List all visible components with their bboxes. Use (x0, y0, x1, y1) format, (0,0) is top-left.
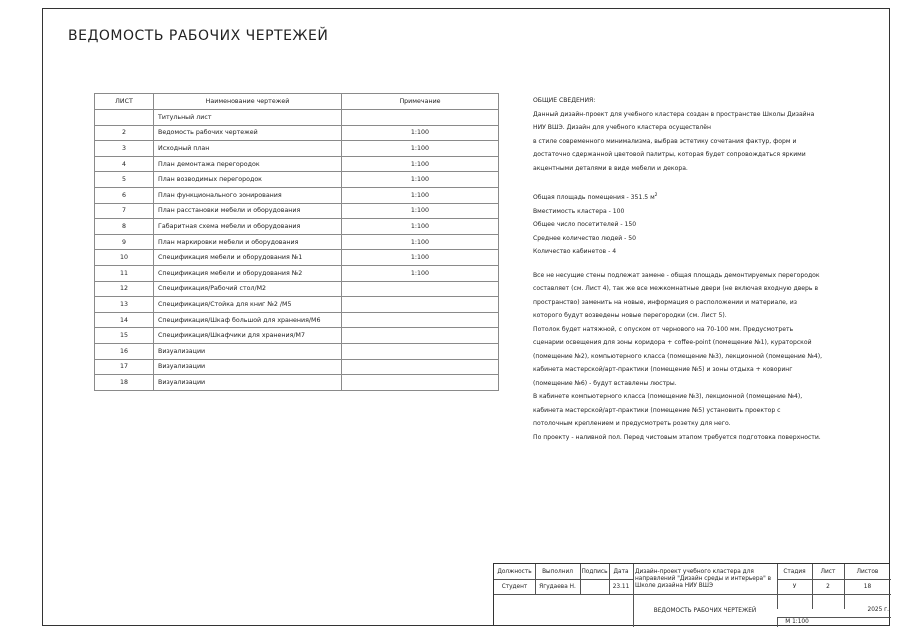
info-line: (помещение №2), компьютерного класса (помещение №3), лекционной (помещение №4), (533, 352, 823, 360)
table-row (95, 343, 499, 359)
sheet-number-cell: 5 (95, 172, 154, 188)
info-line: сценарии освещения для зоны коридора + coffee-point (помещение №1), кураторской (533, 339, 812, 347)
stamp-drawing-title: ВЕДОМОСТЬ РАБОЧИХ ЧЕРТЕЖЕЙ (653, 607, 757, 614)
area-line (533, 189, 853, 205)
stamp-header-date: Дата (613, 568, 629, 575)
area-sup: 2 (654, 193, 658, 198)
sheet-number-cell: 7 (95, 203, 154, 219)
info-line: кабинета мастерской/арт-практики (помещение №5) и зоны отдыха + коворинг (533, 366, 793, 374)
info-heading: ОБЩИЕ СВЕДЕНИЯ: (533, 97, 596, 104)
stamp-sheet: 2 (826, 583, 830, 590)
table-row (95, 110, 499, 126)
info-line: В кабинете компьютерного класса (помещение №3), лекционной (помещение №4), (533, 393, 803, 401)
stamp-header-performed: Выполнил (542, 568, 573, 575)
drawing-name-cell: Спецификация/Рабочий стол/М2 (154, 281, 342, 297)
note-cell: 1:100 (342, 203, 499, 219)
table-header-row (95, 94, 499, 110)
stat-line: Общее число посетителей - 150 (533, 221, 637, 229)
stamp-header-stage: Стадия (783, 568, 806, 575)
info-line: (помещение №6) - будут вставлены люстры. (533, 379, 677, 387)
info-line: Потолок будет натяжной, с опуском от чернового на 70-100 мм. Предусмотреть (533, 325, 794, 333)
drawing-name-cell: Визуализации (154, 375, 342, 391)
stat-line: Вместимость кластера - 100 (533, 207, 625, 215)
drawing-name-cell: Спецификация мебели и оборудования №2 (154, 265, 342, 281)
sheet-number-cell: 15 (95, 328, 154, 344)
stamp-year: 2025 г. (867, 607, 889, 613)
info-line: потолочным креплением и предусмотреть розетку для него. (533, 420, 731, 428)
stamp-performer: Ягудаева Н. (539, 583, 576, 590)
table-row (95, 375, 499, 391)
info-line: достаточно сдержанной цветовой палитры, которая будет сопровождаться яркими (533, 151, 806, 158)
sheet-number-cell: 16 (95, 343, 154, 359)
info-line: составляет (см. Лист 4), так же все межкомнатные двери (не включая входную дверь в (533, 285, 819, 293)
info-line: в стиле современного минимализма, выбрав эстетику сочетания фактур, форм и (533, 137, 797, 145)
info-line: Данный дизайн-проект для учебного кластера создан в пространстве Школы Дизайна (533, 110, 815, 118)
note-cell: 1:100 (342, 125, 499, 141)
sheet-number-cell: 13 (95, 297, 154, 313)
area-text: Общая площадь помещения - 351.5 м (533, 194, 655, 202)
note-cell: 1:100 (342, 219, 499, 235)
sheet-number-cell (95, 110, 154, 126)
note-cell (342, 328, 499, 344)
drawing-name-cell: План возводимых перегородок (154, 172, 342, 188)
info-line: кабинета мастерской/арт-практики (помещение №5) установить проектор с (533, 406, 781, 414)
drawing-name-cell: Визуализации (154, 359, 342, 375)
sheet-number-cell: 2 (95, 125, 154, 141)
table-row (95, 187, 499, 203)
page-title: ВЕДОМОСТЬ РАБОЧИХ ЧЕРТЕЖЕЙ (68, 28, 329, 44)
header-note: Примечание (342, 94, 499, 110)
stamp-header-position: Должность (497, 568, 532, 575)
header-sheet: ЛИСТ (95, 94, 154, 110)
header-name: Наименование чертежей (154, 94, 342, 110)
drawing-name-cell: Спецификация мебели и оборудования №1 (154, 250, 342, 266)
info-line: которого будут возведены новые перегородки (см. Лист 5). (533, 312, 727, 320)
stamp-header-signature: Подпись (581, 568, 608, 575)
sheet-number-cell: 17 (95, 359, 154, 375)
info-line: Все не несущие стены подлежат замене - общая площадь демонтируемых перегородок (533, 271, 820, 279)
drawing-name-cell: Визуализации (154, 343, 342, 359)
sheet-number-cell: 3 (95, 141, 154, 157)
sheet-number-cell: 4 (95, 156, 154, 172)
stamp-sheets: 18 (863, 583, 872, 590)
drawing-name-cell: Исходный план (154, 141, 342, 157)
stamp-scale: М 1:100 (785, 619, 809, 625)
table-row (95, 219, 499, 235)
stamp-date: 23.11 (612, 583, 630, 590)
stamp-project: Дизайн-проект учебного кластера для направлений "Дизайн среды и интерьера" в Школе дизайна НИУ ВШЭ (635, 568, 772, 589)
sheet-number-cell: 9 (95, 234, 154, 250)
drawing-name-cell: Габаритная схема мебели и оборудования (154, 219, 342, 235)
table-row (95, 265, 499, 281)
sheet-number-cell: 14 (95, 312, 154, 328)
drawing-name-cell: План расстановки мебели и оборудования (154, 203, 342, 219)
info-line: По проекту - наливной пол. Перед чистовым этапом требуется подготовка поверхности. (533, 433, 821, 441)
stamp-header-sheet: Лист (820, 568, 836, 575)
table-row (95, 250, 499, 266)
note-cell: 1:100 (342, 156, 499, 172)
sheet-number-cell: 10 (95, 250, 154, 266)
stamp-header-sheets: Листов (856, 568, 879, 575)
stamp-position: Студент (501, 583, 528, 590)
drawing-name-cell: Спецификация/Шкаф большой для хранения/М6 (154, 312, 342, 328)
note-cell (342, 359, 499, 375)
info-line: пространство) заменить на новые, информация о расположении и материале, из (533, 298, 797, 306)
drawing-name-cell: Спецификация/Стойка для книг №2 /М5 (154, 297, 342, 313)
note-cell: 1:100 (342, 265, 499, 281)
note-cell: 1:100 (342, 187, 499, 203)
table-row (95, 141, 499, 157)
sheet-number-cell: 6 (95, 187, 154, 203)
note-cell (342, 110, 499, 126)
table-row (95, 297, 499, 313)
table-row (95, 156, 499, 172)
table-row (95, 359, 499, 375)
note-cell (342, 312, 499, 328)
table-row (95, 125, 499, 141)
drawing-name-cell: План маркировки мебели и оборудования (154, 234, 342, 250)
drawing-name-cell: План демонтажа перегородок (154, 156, 342, 172)
drawing-name-cell: Спецификация/Шкафчики для хранения/М7 (154, 328, 342, 344)
drawing-name-cell: План функционального зонирования (154, 187, 342, 203)
table-row (95, 281, 499, 297)
drawings-table (94, 93, 499, 391)
drawing-name-cell: Ведомость рабочих чертежей (154, 125, 342, 141)
table-row (95, 234, 499, 250)
stamp-stage: У (792, 583, 797, 590)
table-row (95, 203, 499, 219)
note-cell: 1:100 (342, 141, 499, 157)
table-row (95, 172, 499, 188)
note-cell (342, 281, 499, 297)
general-info (533, 94, 853, 444)
sheet-number-cell: 18 (95, 375, 154, 391)
table-row (95, 312, 499, 328)
info-line: НИУ ВШЭ. Дизайн для учебного кластера осуществлён (533, 124, 711, 131)
stat-line: Среднее количество людей - 50 (533, 234, 637, 242)
note-cell (342, 343, 499, 359)
note-cell (342, 297, 499, 313)
info-line: акцентными деталями в виде мебели и декора. (533, 164, 688, 172)
note-cell: 1:100 (342, 250, 499, 266)
table-row (95, 328, 499, 344)
title-block (493, 563, 890, 626)
note-cell (342, 375, 499, 391)
drawing-name-cell: Титульный лист (154, 110, 342, 126)
sheet-number-cell: 12 (95, 281, 154, 297)
sheet-number-cell: 11 (95, 265, 154, 281)
sheet-number-cell: 8 (95, 219, 154, 235)
note-cell: 1:100 (342, 234, 499, 250)
stat-line: Количество кабинетов - 4 (533, 248, 617, 256)
note-cell: 1:100 (342, 172, 499, 188)
